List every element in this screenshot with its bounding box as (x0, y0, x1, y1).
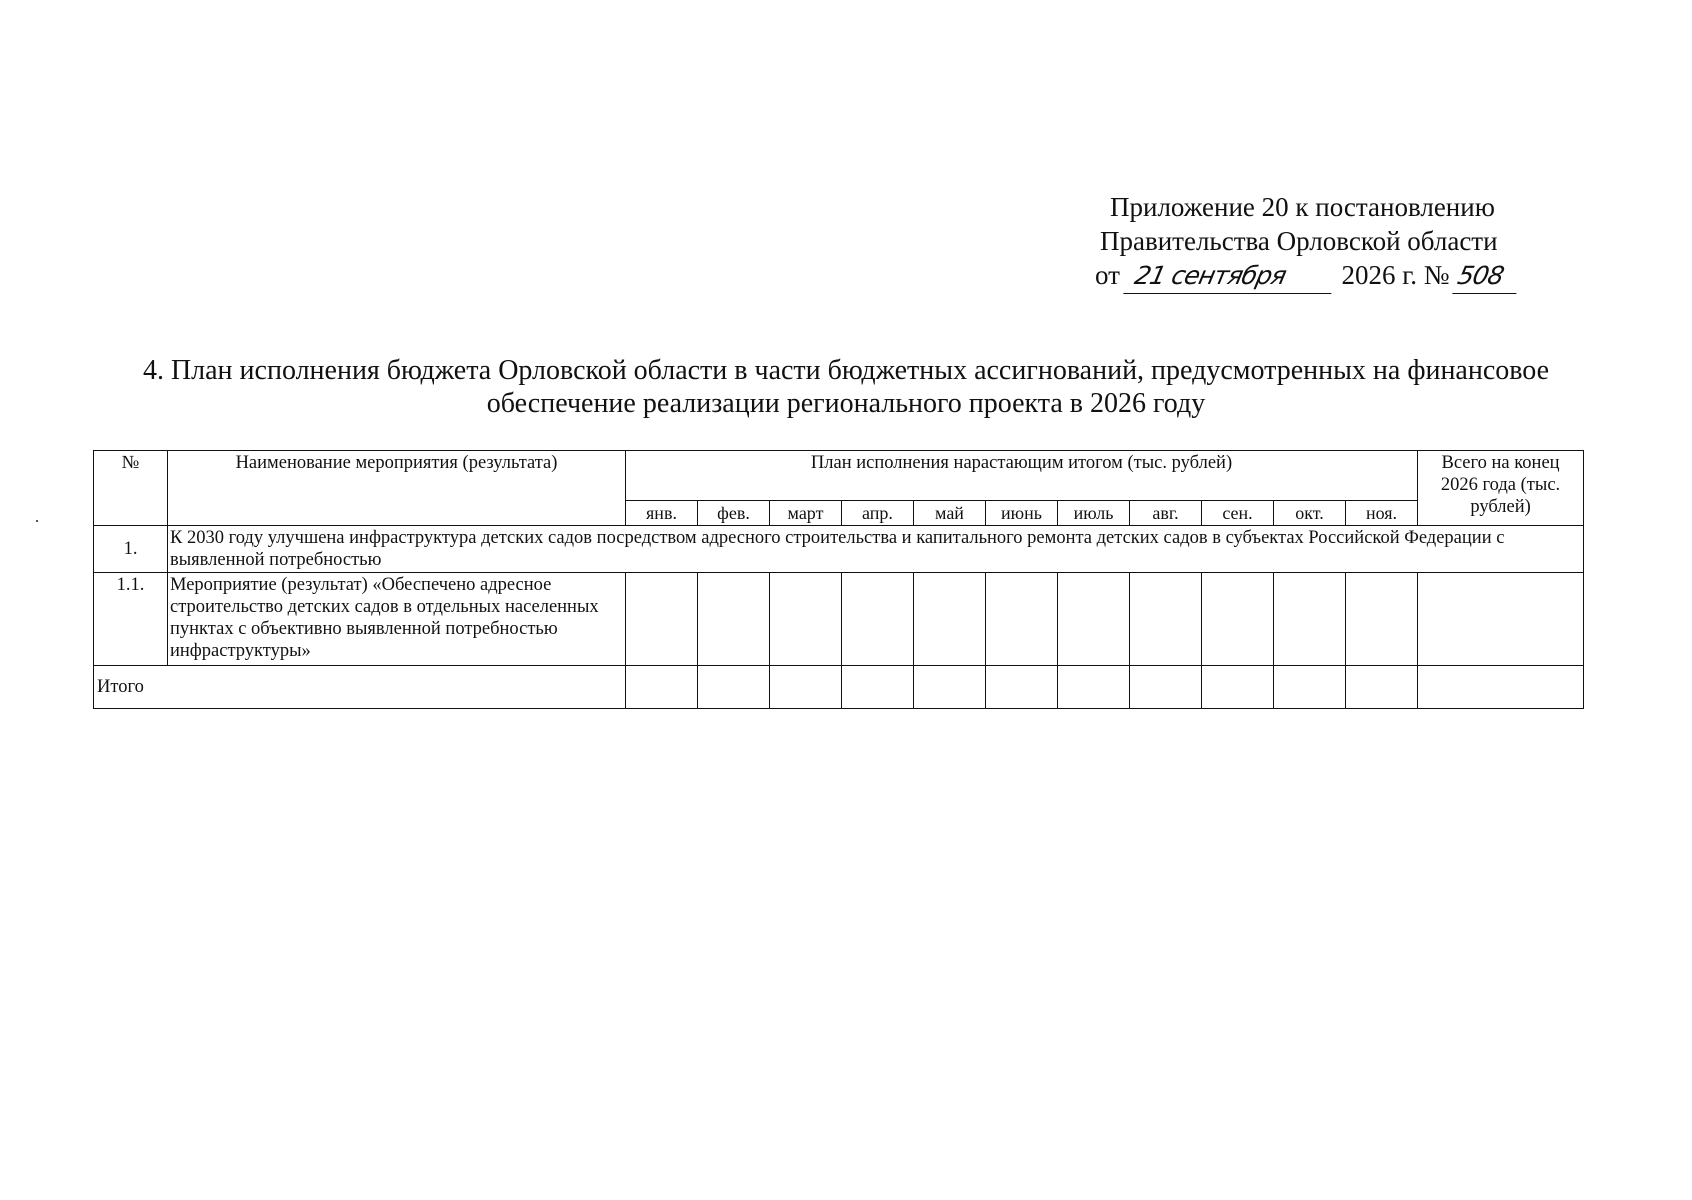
table-row (94, 573, 1584, 666)
empty-cell (1346, 573, 1418, 666)
empty-cell (1058, 573, 1130, 666)
empty-cell (914, 666, 986, 709)
month-header: фев. (698, 501, 770, 526)
col-header-name: Наименование мероприятия (результата) (168, 451, 626, 526)
empty-cell (1418, 573, 1584, 666)
empty-cell (626, 573, 698, 666)
empty-cell (1058, 666, 1130, 709)
empty-cell (698, 666, 770, 709)
month-header: июль (1058, 501, 1130, 526)
col-header-plan: План исполнения нарастающим итогом (тыс. рублей) (626, 451, 1418, 501)
empty-cell (1274, 573, 1346, 666)
empty-cell (770, 573, 842, 666)
table-row-total (94, 666, 1584, 709)
budget-plan-table (93, 450, 1584, 709)
handwritten-date: 21 сентября (1123, 259, 1338, 294)
appendix-line-3 (1080, 258, 1600, 294)
empty-cell (986, 573, 1058, 666)
empty-cell (914, 573, 986, 666)
document-title (80, 354, 1612, 420)
month-header: май (914, 501, 986, 526)
title-line-2: обеспечение реализации регионального проекта в 2026 году (486, 388, 1206, 419)
year-number-label: 2026 г. № (1341, 260, 1450, 290)
empty-cell (986, 666, 1058, 709)
title-line-1: 4. План исполнения бюджета Орловской области в части бюджетных ассигнований, предусмотренных на финансовое (142, 355, 1550, 386)
appendix-line-2: Правительства Орловской области (1100, 226, 1498, 256)
header-row-1 (94, 451, 1584, 501)
empty-cell (842, 573, 914, 666)
empty-cell (770, 666, 842, 709)
row-goal-text: К 2030 году улучшена инфраструктура детских садов посредством адресного строительства и капитального ремонта детских садов в субъектах Российской Федерации с выявленной потребностью (168, 526, 1584, 573)
handwritten-number: 508 (1453, 259, 1524, 294)
row-number: 1. (94, 526, 168, 573)
empty-cell (1130, 666, 1202, 709)
table-row (94, 526, 1584, 573)
empty-cell (1130, 573, 1202, 666)
scan-speck (36, 520, 38, 522)
empty-cell (1346, 666, 1418, 709)
month-header: сен. (1202, 501, 1274, 526)
month-header: окт. (1274, 501, 1346, 526)
month-header: янв. (626, 501, 698, 526)
row-activity-text: Мероприятие (результат) «Обеспечено адресное строительство детских садов в отдельных населенных пунктах с объективно выявленной потребностью инфраструктуры» (168, 573, 626, 666)
empty-cell (698, 573, 770, 666)
empty-cell (1274, 666, 1346, 709)
empty-cell (842, 666, 914, 709)
month-header: март (770, 501, 842, 526)
total-label: Итого (94, 666, 626, 709)
month-header: ноя. (1346, 501, 1418, 526)
empty-cell (1202, 573, 1274, 666)
col-header-no: № (94, 451, 168, 526)
month-header: апр. (842, 501, 914, 526)
appendix-line-1: Приложение 20 к постановлению (1110, 192, 1495, 222)
month-header: авг. (1130, 501, 1202, 526)
empty-cell (626, 666, 698, 709)
empty-cell (1418, 666, 1584, 709)
row-number: 1.1. (94, 573, 168, 666)
empty-cell (1202, 666, 1274, 709)
col-header-total: Всего на конец 2026 года (тыс. рублей) (1418, 451, 1584, 526)
month-header: июнь (986, 501, 1058, 526)
appendix-header (1080, 190, 1600, 294)
date-prefix: от (1095, 260, 1120, 290)
